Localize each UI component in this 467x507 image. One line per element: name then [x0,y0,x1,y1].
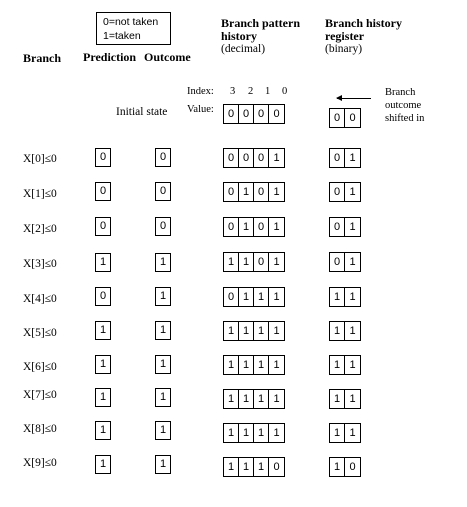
branch-label: X[3]≤0 [23,258,57,270]
register-cell: 1 [349,359,356,371]
prediction-box: 0 [95,217,111,236]
initial-state-label: Initial state [116,106,168,118]
header-outcome: Outcome [144,50,191,64]
register-cell: 1 [330,424,345,442]
bhr-title-line1: Branch history [325,16,403,30]
left-arrow-icon [337,98,371,99]
pattern-cell: 1 [273,359,280,371]
register-cell: 1 [330,288,345,306]
register-cell: 1 [349,393,356,405]
pattern-history [223,287,285,307]
pattern-cell: 0 [224,218,239,236]
pattern-cell: 1 [273,393,280,405]
pattern-cell: 1 [239,356,254,374]
index-3: 3 [230,86,236,97]
register-cell: 1 [349,186,356,198]
register-cell: 1 [330,322,345,340]
pattern-cell: 1 [239,288,254,306]
pattern-history [223,321,285,341]
header-prediction: Prediction [83,50,137,64]
register-cell: 0 [330,253,345,271]
shift-note-line3: shifted in [385,113,425,124]
shift-note-line2: outcome [385,100,422,111]
pattern-cell: 0 [273,108,280,120]
bph-title-line2: history [221,29,257,43]
outcome-box: 1 [155,355,171,374]
pattern-cell: 0 [254,105,269,123]
outcome-box: 0 [155,217,171,236]
history-register [329,182,361,202]
bhr-title-line2: register [325,29,365,43]
prediction-box: 1 [95,455,111,474]
pattern-cell: 1 [239,458,254,476]
outcome-box: 1 [155,455,171,474]
pattern-cell: 1 [224,253,239,271]
index-label: Index: [187,86,214,97]
header-branch-pattern-history [221,17,300,56]
value-label: Value: [187,104,214,115]
pattern-history [223,252,285,272]
pattern-cell: 1 [224,424,239,442]
history-register [329,217,361,237]
pattern-cell: 1 [273,256,280,268]
legend-taken: 1=taken [103,30,141,42]
pattern-cell: 1 [239,424,254,442]
pattern-cell: 0 [224,183,239,201]
pattern-history [223,355,285,375]
pattern-history [223,389,285,409]
pattern-cell: 1 [239,390,254,408]
header-branch: Branch [23,51,62,65]
pattern-cell: 0 [254,183,269,201]
pattern-cell: 1 [254,288,269,306]
bph-subtitle: (decimal) [221,43,266,55]
pattern-history [223,182,285,202]
bhr-subtitle: (binary) [325,43,363,55]
register-cell: 1 [349,221,356,233]
pattern-cell: 0 [254,253,269,271]
legend-box [96,12,171,45]
legend-not-taken: 0=not taken [103,16,159,28]
pattern-cell: 1 [224,458,239,476]
prediction-box: 1 [95,253,111,272]
index-1: 1 [265,86,271,97]
prediction-box: 1 [95,355,111,374]
outcome-box: 0 [155,148,171,167]
branch-label: X[6]≤0 [23,361,57,373]
pattern-cell: 1 [273,325,280,337]
branch-label: X[4]≤0 [23,293,57,305]
pattern-cell: 0 [254,149,269,167]
prediction-box: 0 [95,287,111,306]
history-register [329,355,361,375]
pattern-cell: 0 [273,461,280,473]
history-register [329,423,361,443]
pattern-cell: 1 [254,390,269,408]
pattern-cell: 1 [224,390,239,408]
outcome-box: 1 [155,388,171,407]
prediction-box: 0 [95,148,111,167]
branch-label: X[7]≤0 [23,389,57,401]
register-cell: 0 [330,109,345,127]
pattern-cell: 1 [239,218,254,236]
history-register [329,148,361,168]
register-cell: 1 [349,325,356,337]
outcome-box: 1 [155,287,171,306]
pattern-cell: 0 [224,105,239,123]
prediction-box: 1 [95,321,111,340]
initial-history-register [329,108,361,128]
pattern-cell: 0 [224,288,239,306]
pattern-cell: 1 [254,356,269,374]
pattern-cell: 0 [254,218,269,236]
bph-title-line1: Branch pattern [221,16,300,30]
pattern-cell: 1 [273,427,280,439]
register-cell: 1 [330,390,345,408]
outcome-box: 1 [155,421,171,440]
outcome-box: 1 [155,253,171,272]
pattern-cell: 1 [224,322,239,340]
pattern-cell: 0 [224,149,239,167]
register-cell: 1 [349,256,356,268]
index-2: 2 [248,86,254,97]
pattern-history [223,457,285,477]
branch-label: X[0]≤0 [23,153,57,165]
history-register [329,389,361,409]
register-cell: 0 [349,461,356,473]
index-0: 0 [282,86,288,97]
shift-note-line1: Branch [385,87,416,98]
pattern-cell: 1 [273,186,280,198]
pattern-cell: 1 [254,458,269,476]
pattern-history [223,423,285,443]
register-cell: 1 [349,291,356,303]
pattern-cell: 0 [239,105,254,123]
register-cell: 1 [349,427,356,439]
history-register [329,321,361,341]
prediction-box: 0 [95,182,111,201]
shift-note [385,86,424,125]
register-cell: 1 [330,356,345,374]
register-cell: 1 [349,152,356,164]
prediction-box: 1 [95,388,111,407]
register-cell: 0 [330,218,345,236]
history-register [329,457,361,477]
branch-label: X[9]≤0 [23,457,57,469]
pattern-cell: 1 [239,253,254,271]
pattern-cell: 1 [254,322,269,340]
initial-pattern-history [223,104,285,124]
pattern-cell: 1 [239,183,254,201]
outcome-box: 0 [155,182,171,201]
pattern-cell: 1 [239,322,254,340]
history-register [329,252,361,272]
pattern-cell: 1 [224,356,239,374]
branch-label: X[1]≤0 [23,188,57,200]
pattern-cell: 1 [273,291,280,303]
pattern-cell: 1 [273,221,280,233]
register-cell: 1 [330,458,345,476]
history-register [329,287,361,307]
pattern-cell: 1 [254,424,269,442]
prediction-box: 1 [95,421,111,440]
header-branch-history-register [325,17,402,56]
branch-label: X[8]≤0 [23,423,57,435]
register-cell: 0 [349,112,356,124]
outcome-box: 1 [155,321,171,340]
register-cell: 0 [330,149,345,167]
branch-label: X[5]≤0 [23,327,57,339]
branch-label: X[2]≤0 [23,223,57,235]
pattern-cell: 1 [273,152,280,164]
pattern-history [223,217,285,237]
register-cell: 0 [330,183,345,201]
pattern-cell: 0 [239,149,254,167]
pattern-history [223,148,285,168]
